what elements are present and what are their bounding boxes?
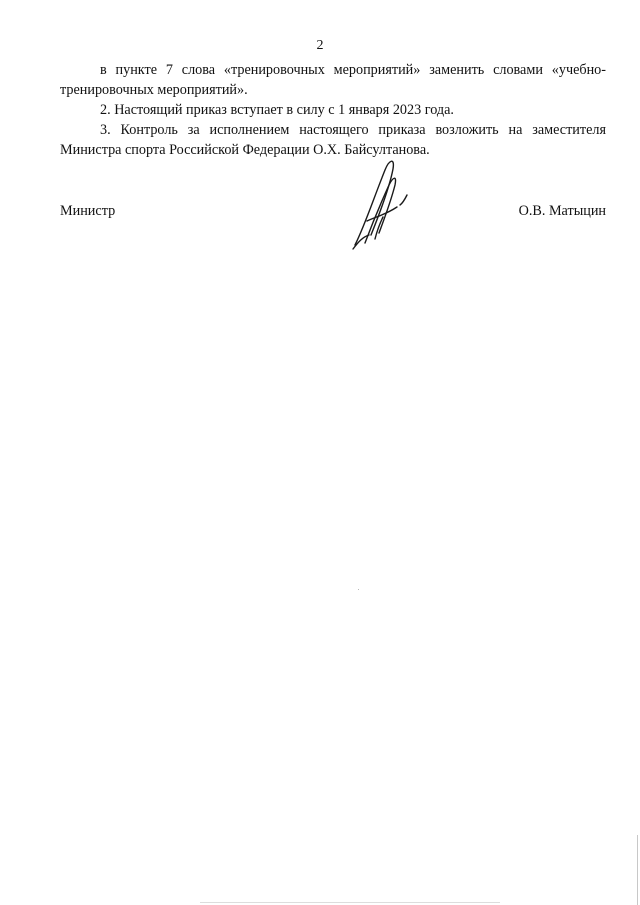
signature-block xyxy=(60,203,606,225)
paragraph-amendment: в пункте 7 слова «тренировочных мероприятий» заменить словами «учебно-тренировочных мероприятий». xyxy=(60,62,606,98)
signature-stroke-loop xyxy=(355,161,393,245)
signatory-title: Министр xyxy=(60,203,116,219)
page-number: 2 xyxy=(316,38,324,53)
paragraph-control: 3. Контроль за исполнением настоящего приказа возложить на заместителя Министра спорта Российской Федерации О.Х. Байсултанова. xyxy=(60,122,606,158)
scan-edge-bottom xyxy=(200,902,500,903)
paragraph-effective-date: 2. Настоящий приказ вступает в силу с 1 января 2023 года. xyxy=(100,102,454,118)
handwritten-signature xyxy=(345,155,415,250)
document-body xyxy=(60,60,606,160)
scan-edge-right xyxy=(637,835,638,905)
signature-stroke-flick xyxy=(400,195,407,205)
signatory-name: О.В. Матыцин xyxy=(518,203,606,219)
scan-speck xyxy=(358,589,359,590)
